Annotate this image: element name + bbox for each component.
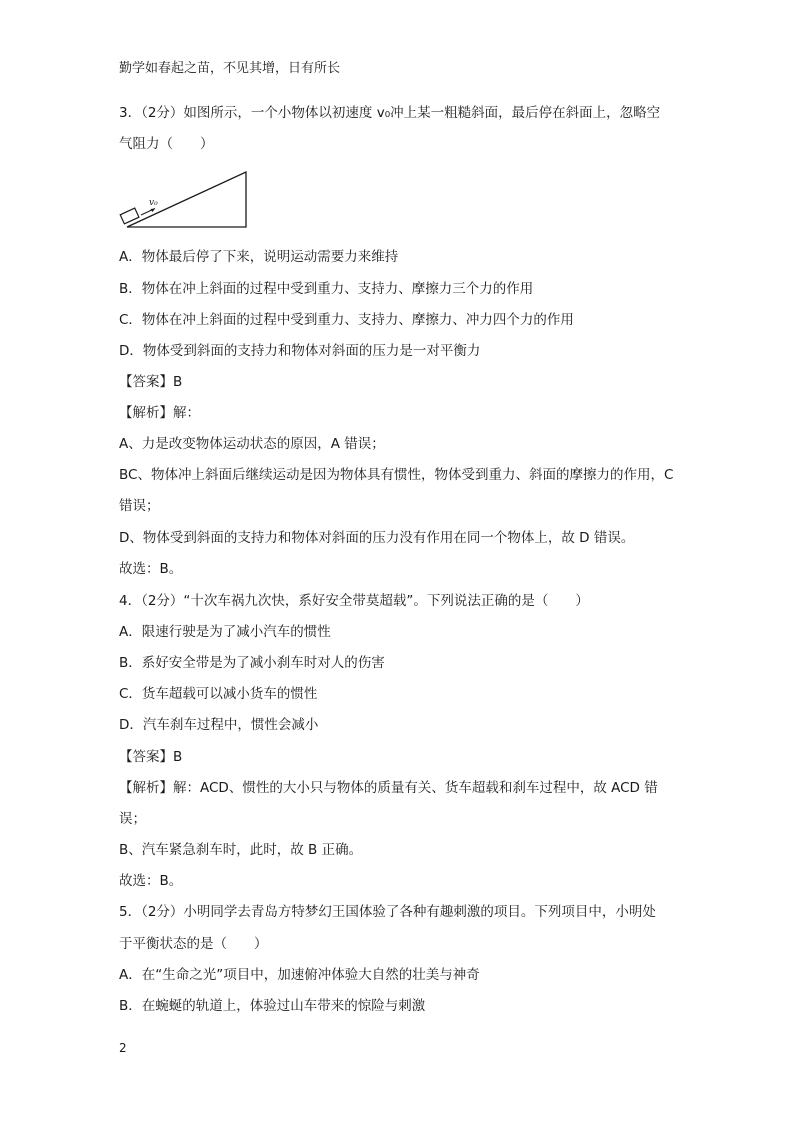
q3-option-b: B．物体在冲上斜面的过程中受到重力、支持力、摩擦力三个力的作用 <box>119 281 534 297</box>
header-motto: 勤学如春起之苗，不见其增，日有所长 <box>119 61 341 76</box>
block-box <box>120 208 139 224</box>
velocity-label: v₀ <box>149 198 158 208</box>
incline-triangle <box>127 172 246 227</box>
q4-stem-line1: 4．（2分）“十次车祸九次快，系好安全带莫超载”。下列说法正确的是（ ） <box>119 593 589 609</box>
q4-analysis-line: 误； <box>119 811 146 827</box>
q5-option-a: A．在“生命之光”项目中，加速俯冲体验大自然的壮美与神奇 <box>119 967 480 983</box>
q4-analysis-line: 故选：B。 <box>119 873 183 889</box>
q4-option-d: D．汽车刹车过程中，惯性会减小 <box>119 717 319 733</box>
q3-analysis-line: 故选：B。 <box>119 561 183 577</box>
incline-diagram <box>119 168 254 232</box>
q3-answer: 【答案】B <box>119 374 183 390</box>
q3-option-a: A．物体最后停了下来，说明运动需要力来维持 <box>119 249 399 265</box>
q3-analysis-line: 错误； <box>119 498 160 514</box>
q4-option-c: C．货车超载可以减小货车的惯性 <box>119 686 318 702</box>
q3-stem-line1: 3．（2分）如图所示，一个小物体以初速度 v₀冲上某一粗糙斜面，最后停在斜面上，忽略空 <box>119 105 661 121</box>
q3-analysis-line: D、物体受到斜面的支持力和物体对斜面的压力没有作用在同一个物体上，故 D 错误。 <box>119 530 635 546</box>
q4-answer: 【答案】B <box>119 749 183 765</box>
q3-analysis-line: BC、物体冲上斜面后继续运动是因为物体具有惯性，物体受到重力、斜面的摩擦力的作用，C <box>119 467 674 483</box>
q3-stem-line2: 气阻力（ ） <box>119 136 214 152</box>
q3-option-d: D．物体受到斜面的支持力和物体对斜面的压力是一对平衡力 <box>119 343 481 359</box>
incline-figure <box>119 168 254 232</box>
q4-option-b: B．系好安全带是为了减小刹车时对人的伤害 <box>119 655 385 671</box>
page-number: 2 <box>119 1041 127 1055</box>
q4-option-a: A．限速行驶是为了减小汽车的惯性 <box>119 624 331 640</box>
q3-option-c: C．物体在冲上斜面的过程中受到重力、支持力、摩擦力、冲力四个力的作用 <box>119 312 574 328</box>
q5-option-b: B．在蜿蜒的轨道上，体验过山车带来的惊险与刺激 <box>119 998 426 1014</box>
q3-analysis-line: A、力是改变物体运动状态的原因，A 错误； <box>119 436 385 452</box>
q3-analysis-line: 【解析】解： <box>119 405 200 421</box>
q5-stem-line1: 5．（2分）小明同学去青岛方特梦幻王国体验了各种有趣刺激的项目。下列项目中，小明处 <box>119 904 656 920</box>
q4-analysis-line: B、汽车紧急刹车时，此时，故 B 正确。 <box>119 842 363 858</box>
q4-analysis-line: 【解析】解：ACD、惯性的大小只与物体的质量有关、货车超载和刹车过程中，故 ACD 错 <box>119 780 658 796</box>
q5-stem-line2: 于平衡状态的是（ ） <box>119 936 268 952</box>
